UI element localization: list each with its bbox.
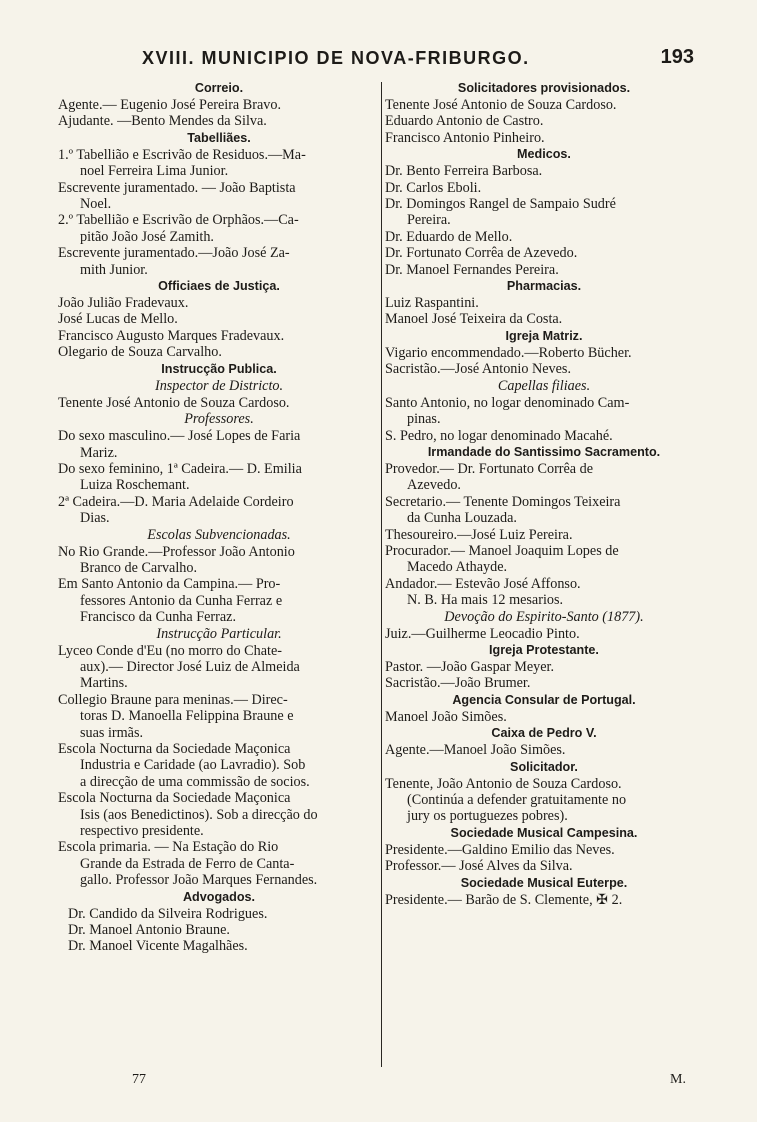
entry-line: Luiz Raspantini. (385, 295, 479, 312)
entry-line: Escrevente juramentado.—João José Za- (58, 245, 290, 262)
section-heading: Advogados. (182, 889, 256, 904)
entry-line: Ajudante. —Bento Mendes da Silva. (58, 113, 267, 130)
entry-line: Lyceo Conde d'Eu (no morro do Chate- (58, 642, 282, 659)
entry-line: Sacristão.—José Antonio Neves. (385, 361, 571, 378)
entry-continuation: da Cunha Louzada. (407, 510, 517, 527)
section-heading: Pharmacias. (506, 279, 582, 294)
entry-continuation: fessores Antonio da Cunha Ferraz e (80, 592, 283, 609)
section-heading: Correio. (194, 81, 244, 95)
entry-continuation: respectivo presidente. (80, 823, 204, 840)
entry-continuation: (Continúa a defender gratuitamente no (407, 792, 627, 808)
page-header (60, 46, 700, 74)
entry-line: Dr. Candido da Silveira Rodrigues. (68, 905, 268, 922)
subsection-heading: Professores. (184, 411, 254, 428)
entry-line: Agente.— Eugenio José Pereira Bravo. (58, 97, 281, 113)
section-heading: Agencia Consular de Portugal. (452, 692, 636, 707)
entry-line: Escola Nocturna da Sociedade Maçonica (58, 741, 291, 757)
entry-line: Presidente.—Galdino Emilio das Neves. (385, 841, 615, 858)
entry-line: 1.º Tabellião e Escrivão de Residuos.—Ma- (58, 146, 306, 163)
section-heading: Igreja Matriz. (505, 328, 583, 343)
entry-line: Eduardo Antonio de Castro. (385, 113, 544, 130)
entry-line: Secretario.— Tenente Domingos Teixeira (385, 493, 621, 510)
entry-line: Andador.— Estevão José Affonso. (385, 575, 581, 592)
entry-line: Collegio Braune para meninas.— Direc- (58, 691, 288, 708)
entry-continuation: mith Junior. (80, 261, 148, 278)
section-heading: Tabelliães. (187, 130, 251, 145)
entry-continuation: jury os portuguezes pobres). (407, 808, 568, 825)
entry-continuation: pinas. (407, 411, 441, 428)
entry-continuation: aux).— Director José Luiz de Almeida (80, 658, 300, 675)
section-heading: Instrucção Publica. (161, 361, 277, 376)
entry-continuation: Noel. (80, 196, 112, 213)
left-column (58, 80, 380, 955)
entry-line: Dr. Manoel Vicente Magalhães. (68, 938, 248, 955)
subsection-heading: Escolas Subvencionadas. (147, 526, 291, 543)
entry-continuation: a direcção de uma commissão de socios. (80, 773, 310, 790)
entry-line: Vigario encommendado.—Roberto Bücher. (385, 344, 632, 361)
entry-line: Dr. Eduardo de Mello. (385, 228, 513, 245)
entry-line: Dr. Manoel Antonio Braune. (68, 922, 230, 939)
entry-line: Em Santo Antonio da Campina.— Pro- (58, 576, 281, 593)
entry-continuation: Branco de Carvalho. (80, 559, 198, 576)
entry-line: Francisco Antonio Pinheiro. (385, 129, 545, 146)
entry-line: Tenente José Antonio de Souza Cardoso. (385, 97, 617, 113)
entry-line: Dr. Carlos Eboli. (385, 179, 482, 196)
section-heading: Irmandade do Santissimo Sacramento. (427, 444, 661, 459)
entry-line: Juiz.—Guilherme Leocadio Pinto. (385, 625, 580, 642)
entry-continuation: Mariz. (80, 444, 118, 461)
subsection-heading: Capellas filiaes. (497, 377, 591, 394)
entry-continuation: gallo. Professor João Marques Fernandes. (80, 872, 318, 889)
catchword: M. (670, 1072, 686, 1087)
entry-continuation: Pereira. (407, 212, 451, 229)
entry-line: Provedor.— Dr. Fortunato Corrêa de (385, 460, 594, 477)
entry-line: Presidente.— Barão de S. Clemente, ✠ 2. (385, 891, 623, 908)
entry-line: Olegario de Souza Carvalho. (58, 344, 222, 361)
entry-line: Do sexo feminino, 1ª Cadeira.— D. Emilia (58, 460, 302, 477)
section-heading: Sociedade Musical Euterpe. (460, 875, 628, 890)
entry-line: 2ª Cadeira.—D. Maria Adelaide Cordeiro (58, 493, 294, 510)
entry-line: Professor.— José Alves da Silva. (385, 858, 573, 875)
subsection-heading: Inspector de Districto. (154, 377, 284, 394)
subsection-heading: Devoção do Espirito-Santo (1877). (444, 608, 644, 625)
entry-line: Agente.—Manoel João Simões. (385, 742, 566, 759)
entry-line: Dr. Manoel Fernandes Pereira. (385, 261, 559, 278)
entry-line: Escrevente juramentado. — João Baptista (58, 179, 296, 196)
running-title: XVIII. MUNICIPIO DE NOVA-FRIBURGO. (142, 48, 530, 68)
column-divider (381, 82, 382, 1067)
entry-continuation: pitão João José Zamith. (80, 228, 214, 245)
entry-continuation: Macedo Athayde. (407, 559, 508, 576)
entry-line: Escola Nocturna da Sociedade Maçonica (58, 790, 291, 807)
entry-line: João Julião Fradevaux. (58, 295, 189, 312)
section-heading: Officiaes de Justiça. (158, 279, 280, 294)
entry-line: Francisco Augusto Marques Fradevaux. (58, 327, 285, 344)
section-heading: Sociedade Musical Campesina. (450, 825, 638, 840)
section-heading: Caixa de Pedro V. (491, 726, 597, 741)
section-heading: Medicos. (517, 147, 571, 162)
entry-line: José Lucas de Mello. (58, 311, 178, 328)
entry-line: 2.º Tabellião e Escrivão de Orphãos.—Ca- (58, 212, 299, 229)
entry-line: S. Pedro, no logar denominado Macahé. (385, 427, 613, 444)
entry-continuation: Industria e Caridade (ao Lavradio). Sob (80, 757, 306, 774)
entry-line: Tenente, João Antonio de Souza Cardoso. (385, 775, 622, 792)
entry-line: Do sexo masculino.— José Lopes de Faria (58, 428, 301, 445)
entry-line: Procurador.— Manoel Joaquim Lopes de (385, 542, 619, 559)
entry-continuation: noel Ferreira Lima Junior. (80, 163, 229, 180)
entry-continuation: N. B. Ha mais 12 mesarios. (407, 592, 564, 609)
entry-continuation: Azevedo. (407, 477, 461, 494)
right-column (385, 80, 703, 908)
sheet-signature: 77 (132, 1072, 146, 1087)
entry-continuation: Isis (aos Benedictinos). Sob a direcção do (80, 806, 318, 823)
entry-continuation: Luiza Roschemant. (80, 477, 190, 494)
page-number: 193 (660, 46, 694, 68)
entry-continuation: Grande da Estrada de Ferro de Canta- (80, 855, 295, 872)
entry-line: Pastor. —João Gaspar Meyer. (385, 658, 555, 675)
entry-line: Thesoureiro.—José Luiz Pereira. (385, 526, 573, 543)
section-heading: Solicitadores provisionados. (457, 81, 631, 95)
entry-line: Sacristão.—João Brumer. (385, 675, 531, 692)
entry-line: Tenente José Antonio de Souza Cardoso. (58, 394, 290, 411)
section-heading: Solicitador. (510, 759, 578, 774)
entry-line: Manoel José Teixeira da Costa. (385, 311, 563, 328)
entry-continuation: Dias. (80, 510, 110, 527)
entry-line: Dr. Fortunato Corrêa de Azevedo. (385, 245, 578, 262)
section-heading: Igreja Protestante. (489, 642, 599, 657)
entry-line: Santo Antonio, no logar denominado Cam- (385, 394, 630, 411)
entry-line: Manoel João Simões. (385, 708, 507, 725)
subsection-heading: Instrucção Particular. (156, 625, 282, 642)
entry-line: No Rio Grande.—Professor João Antonio (58, 543, 295, 560)
entry-continuation: toras D. Manoella Felippina Braune e (80, 708, 294, 725)
entry-line: Dr. Bento Ferreira Barbosa. (385, 163, 543, 180)
entry-continuation: suas irmãs. (80, 724, 144, 741)
entry-continuation: Francisco da Cunha Ferraz. (80, 609, 237, 626)
entry-line: Dr. Domingos Rangel de Sampaio Sudré (385, 196, 616, 213)
entry-continuation: Martins. (80, 675, 128, 692)
entry-line: Escola primaria. — Na Estação do Rio (58, 839, 279, 856)
